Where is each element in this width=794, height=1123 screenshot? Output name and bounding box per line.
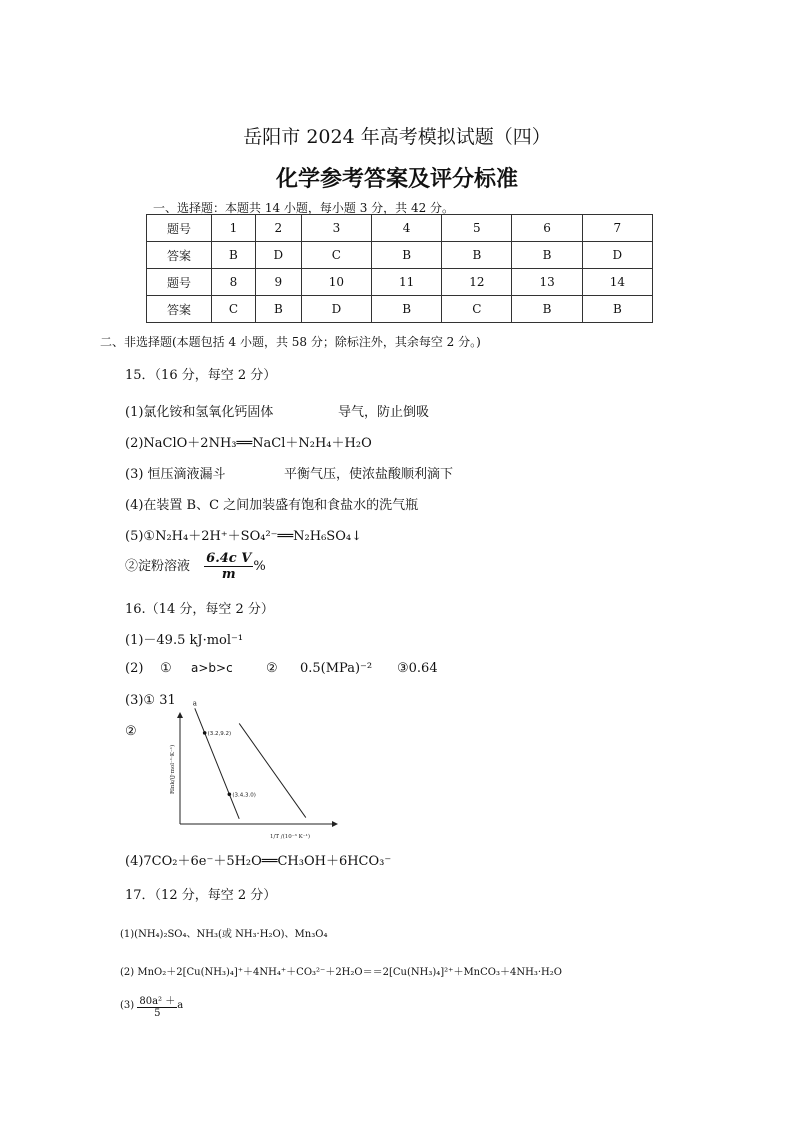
q15-fraction xyxy=(204,551,253,582)
data-point xyxy=(228,792,232,796)
q16-answer-2-1: ① xyxy=(160,661,172,676)
table-cell: D xyxy=(255,242,301,269)
q17-fraction-numerator: 80a² ＋ xyxy=(137,992,177,1008)
q15-answer-1b: 导气，防止倒吸 xyxy=(338,405,430,420)
table-cell: B xyxy=(372,242,442,269)
q17-answer-3-tail: a xyxy=(177,1000,184,1011)
q15-answer-3: (3) 恒压滴液漏斗 xyxy=(125,467,226,482)
table-cell: 11 xyxy=(372,269,442,296)
table-cell: 2 xyxy=(255,215,301,242)
table-row-label: 答案 xyxy=(147,296,212,323)
data-point-label: (3.2,9.2) xyxy=(207,730,232,737)
rlnk-chart xyxy=(160,699,340,842)
q15-answer-4: (4)在装置 B、C 之间加装盛有饱和食盐水的洗气瓶 xyxy=(125,498,419,513)
table-cell: 5 xyxy=(442,215,512,242)
series-label: a xyxy=(192,699,197,708)
q16-answer-2-label: (2) xyxy=(125,661,144,676)
table-row xyxy=(147,296,653,323)
table-cell: B xyxy=(372,296,442,323)
table-cell: B xyxy=(442,242,512,269)
table-cell: 14 xyxy=(582,269,652,296)
table-row xyxy=(147,269,653,296)
q15-fraction-unit: % xyxy=(253,559,266,574)
table-cell: C xyxy=(212,296,256,323)
table-cell: 6 xyxy=(512,215,582,242)
table-cell: B xyxy=(582,296,652,323)
q16-answer-3-2: ② xyxy=(125,724,137,739)
q15-fraction-denominator: m xyxy=(221,567,236,582)
q17-answer-3-label: (3) xyxy=(120,1000,135,1011)
table-row-label: 题号 xyxy=(147,269,212,296)
table-row xyxy=(147,215,653,242)
table-cell: 10 xyxy=(301,269,371,296)
q17-answer-1: (1)(NH₄)₂SO₄、NH₃(或 NH₃·H₂O)、Mn₃O₄ xyxy=(120,929,328,940)
section1-heading: 一、选择题：本题共 14 小题，每小题 3 分，共 42 分。 xyxy=(153,201,455,215)
table-cell: D xyxy=(301,296,371,323)
q17-fraction-denominator: 5 xyxy=(154,1008,161,1019)
table-cell: B xyxy=(512,296,582,323)
table-cell: 13 xyxy=(512,269,582,296)
q15-fraction-numerator: 6.4c V xyxy=(206,551,252,566)
q17-answer-2: (2) MnO₂＋2[Cu(NH₃)₄]⁺＋4NH₄⁺＋CO₃²⁻＋2H₂O＝＝2[Cu(NH₃)₄]²⁺＋MnCO₃＋4NH₃·H₂O xyxy=(120,967,562,978)
q16-answer-3: (3)① 31 xyxy=(125,693,176,708)
table-row-label: 答案 xyxy=(147,242,212,269)
data-point xyxy=(203,731,207,735)
x-axis-label: 1/T /(10⁻³ K⁻¹) xyxy=(270,834,310,840)
data-point-label: (3.4,3.0) xyxy=(232,792,256,799)
table-cell: B xyxy=(255,296,301,323)
q15-answer-1: (1)氯化铵和氢氧化钙固体 xyxy=(125,405,274,420)
q15-heading: 15．（16 分，每空 2 分） xyxy=(125,368,277,383)
table-cell: 1 xyxy=(212,215,256,242)
q16-answer-2-2: ② xyxy=(266,661,278,676)
q15-answer-6-text: ②淀粉溶液 xyxy=(125,559,191,574)
q16-answer-1: (1)－49.5 kJ·mol⁻¹ xyxy=(125,633,244,648)
q16-answer-4: (4)7CO₂＋6e⁻＋5H₂O══CH₃OH＋6HCO₃⁻ xyxy=(125,854,392,869)
table-cell: C xyxy=(442,296,512,323)
table-cell: D xyxy=(582,242,652,269)
series-line-2 xyxy=(239,723,306,817)
document-title: 岳阳市 2024 年高考模拟试题（四） xyxy=(243,126,551,148)
document-subtitle: 化学参考答案及评分标准 xyxy=(275,167,518,192)
q17-heading: 17．（12 分，每空 2 分） xyxy=(125,888,277,903)
table-cell: B xyxy=(212,242,256,269)
q16-answer-2-3: ③0.64 xyxy=(397,661,438,676)
y-axis-label: Rlnk/(J·mol⁻¹·K⁻¹) xyxy=(170,744,176,794)
table-row-label: 题号 xyxy=(147,215,212,242)
q15-answer-3b: 平衡气压，使浓盐酸顺利滴下 xyxy=(284,467,454,482)
table-row xyxy=(147,242,653,269)
q15-answer-6 xyxy=(125,551,266,582)
y-axis-arrow-icon xyxy=(177,712,183,718)
table-cell: B xyxy=(512,242,582,269)
series-line-1 xyxy=(195,708,239,819)
table-cell: 8 xyxy=(212,269,256,296)
q17-fraction xyxy=(137,992,177,1019)
table-cell: 12 xyxy=(442,269,512,296)
q16-answer-2-2-value: 0.5(MPa)⁻² xyxy=(300,661,373,676)
answer-table xyxy=(146,214,653,323)
q16-heading: 16.（14 分，每空 2 分） xyxy=(125,602,274,617)
x-axis-arrow-icon xyxy=(332,821,338,827)
table-cell: 7 xyxy=(582,215,652,242)
q15-answer-5: (5)①N₂H₄＋2H⁺＋SO₄²⁻══N₂H₆SO₄↓ xyxy=(125,529,362,544)
q16-answer-2-1-value: a>b>c xyxy=(191,661,233,675)
q15-answer-2: (2)NaClO＋2NH₃══NaCl＋N₂H₄＋H₂O xyxy=(125,436,372,451)
table-cell: 4 xyxy=(372,215,442,242)
table-cell: 9 xyxy=(255,269,301,296)
table-cell: C xyxy=(301,242,371,269)
table-cell: 3 xyxy=(301,215,371,242)
section2-heading: 二、非选择题(本题包括 4 小题，共 58 分；除标注外，其余每空 2 分。) xyxy=(100,335,481,349)
q17-answer-3 xyxy=(120,992,183,1019)
